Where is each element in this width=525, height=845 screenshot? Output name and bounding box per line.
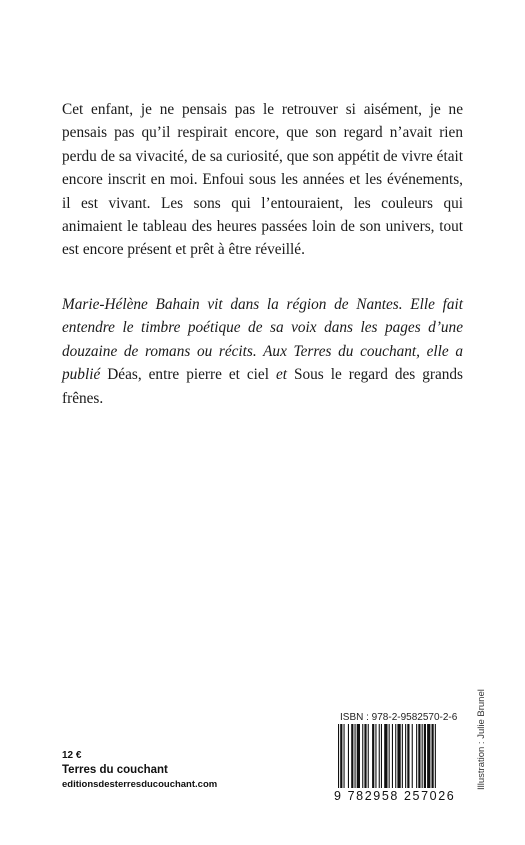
barcode-bar	[381, 724, 382, 788]
barcode-bar	[416, 724, 417, 788]
price: 12 €	[62, 750, 82, 761]
publisher-name: Terres du couchant	[62, 764, 168, 776]
barcode-bar	[368, 724, 369, 788]
book-blurb: Cet enfant, je ne pensais pas le retrouver si aisément, je ne pensais pas qu’il respirait encore, que son regard n’avait rien perdu de sa vivacité, de sa curiosité, que son appétit de vivre était encore inscrit en moi. Enfoui sous les années et les événements, il est vivant. Les sons qui l’entouraient, les couleurs qui animaient le tableau des heures passées loin de son univers, tout est encore présent et prêt à être réveillé.	[62, 101, 463, 259]
barcode-bar	[392, 724, 393, 788]
publisher-footer	[62, 749, 217, 792]
barcode-bar	[405, 724, 406, 788]
author-bio-end: .	[99, 389, 104, 407]
barcode-bar	[395, 724, 396, 788]
publisher-website: editionsdesterresducouchant.com	[62, 779, 218, 790]
barcode-bar	[424, 724, 426, 788]
barcode-bar	[402, 724, 403, 788]
isbn-label: ISBN : 978-2-9582570-2-6	[340, 712, 458, 723]
author-bio-text: Marie-Hélène Bahain vit dans la région de Nantes. Elle fait entendre le timbre poétique de sa voix dans les pages d’une douzaine de romans ou récits. Aux Terres du couchant, elle a publié	[62, 296, 463, 384]
barcode-bar	[348, 724, 349, 788]
author-bio-joiner: et	[268, 366, 294, 384]
barcode-bar	[418, 724, 420, 788]
barcode-bar	[372, 724, 374, 788]
barcode-bar	[338, 724, 339, 788]
barcode-bar	[351, 724, 353, 788]
barcode-bar	[340, 724, 342, 788]
barcode-bar	[362, 724, 363, 788]
barcode-bar	[344, 724, 345, 788]
illustration-credit: Illustration : Julie Brunel	[476, 689, 487, 790]
barcode-digits: 9 782958 257026	[334, 789, 456, 803]
barcode-bar	[355, 724, 356, 788]
barcode-bar	[427, 724, 430, 788]
barcode-bar	[397, 724, 400, 788]
barcode-bar	[384, 724, 387, 788]
author-bio	[62, 293, 463, 410]
barcode-bar	[364, 724, 366, 788]
barcode-bar	[379, 724, 380, 788]
book-title-2: Sous le regard des grands frênes	[62, 366, 463, 407]
barcode	[336, 724, 460, 788]
barcode-bar	[422, 724, 423, 788]
barcode-bar	[375, 724, 376, 788]
barcode-bar	[407, 724, 409, 788]
barcode-bar	[432, 724, 434, 788]
barcode-bar	[389, 724, 390, 788]
barcode-bar	[435, 724, 436, 788]
book-title-1: Déas, entre pierre et ciel	[107, 366, 269, 384]
barcode-bar	[412, 724, 413, 788]
barcode-bar	[357, 724, 360, 788]
